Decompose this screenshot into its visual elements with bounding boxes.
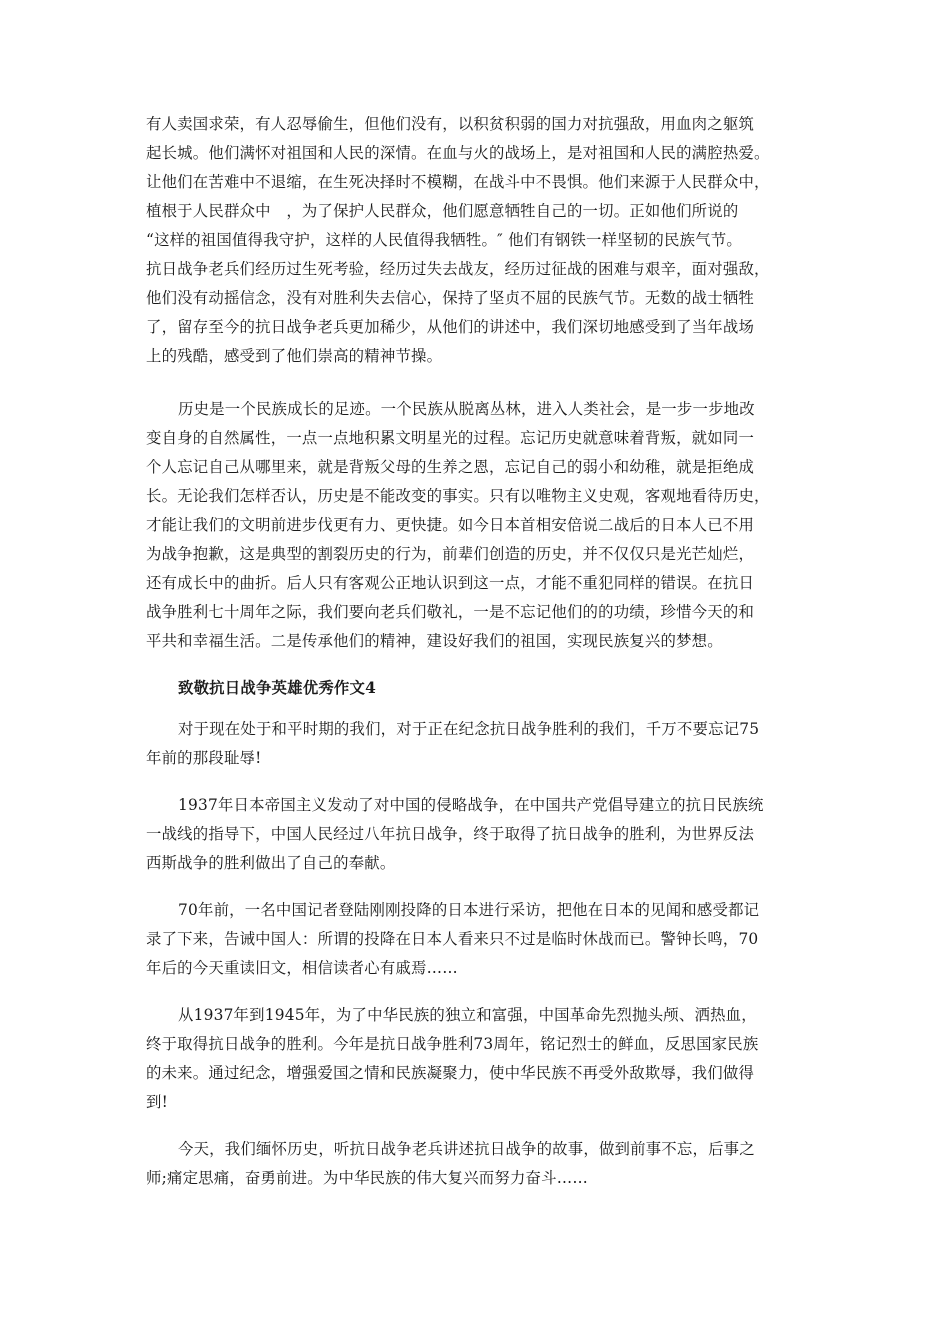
text-line: 抗日战争老兵们经历过生死考验，经历过失去战友，经历过征战的困难与艰辛，面对强敌，	[146, 260, 770, 278]
text-line: 战争胜利七十周年之际，我们要向老兵们敬礼，一是不忘记他们的的功绩，珍惜今天的和	[146, 603, 755, 621]
text-line: “这样的祖国值得我守护，这样的人民值得我牺牲。″ 他们有钢铁一样坚韧的民族气节。	[146, 231, 742, 249]
text-line: 个人忘记自己从哪里来，就是背叛父母的生养之恩，忘记自己的弱小和幼稚，就是拒绝成	[146, 458, 755, 476]
text-line: 录了下来，告诫中国人：所谓的投降在日本人看来只不过是临时休战而已。警钟长鸣，70	[146, 930, 759, 948]
paragraph-3	[146, 715, 810, 773]
text-line: 植根于人民群众中 ，为了保护人民群众，他们愿意牺牲自己的一切。正如他们所说的	[146, 202, 739, 220]
text-line: 1937年日本帝国主义发动了对中国的侵略战争，在中国共产党倡导建立的抗日民族统	[178, 796, 764, 814]
text-line: 历史是一个民族成长的足迹。一个民族从脱离丛林，进入人类社会，是一步一步地改	[178, 400, 755, 418]
text-line: 为战争抱歉，这是典型的割裂历史的行为，前辈们创造的历史，并不仅仅只是光芒灿烂，	[146, 545, 755, 563]
text-line: 了，留存至今的抗日战争老兵更加稀少，从他们的讲述中，我们深切地感受到了当年战场	[146, 318, 755, 336]
paragraph-7	[146, 1135, 810, 1193]
text-line: 他们没有动摇信念，没有对胜利失去信心，保持了坚贞不屈的民族气节。无数的战士牺牲	[146, 289, 755, 307]
text-line: 平共和幸福生活。二是传承他们的精神，建设好我们的祖国，实现民族复兴的梦想。	[146, 632, 723, 650]
section-heading: 致敬抗日战争英雄优秀作文4	[178, 679, 376, 697]
text-line: 起长城。他们满怀对祖国和人民的深情。在血与火的战场上，是对祖国和人民的满腔热爱。	[146, 144, 770, 162]
paragraph-2	[146, 395, 810, 656]
text-line: 让他们在苦难中不退缩，在生死决择时不模糊，在战斗中不畏惧。他们来源于人民群众中，	[146, 173, 770, 191]
text-line: 变自身的自然属性，一点一点地积累文明星光的过程。忘记历史就意味着背叛，就如同一	[146, 429, 755, 447]
text-line: 70年前，一名中国记者登陆刚刚投降的日本进行采访，把他在日本的见闻和感受都记	[178, 901, 760, 919]
text-line: 终于取得抗日战争的胜利。今年是抗日战争胜利73周年，铭记烈士的鲜血，反思国家民族	[146, 1035, 759, 1053]
text-line: 的未来。通过纪念，增强爱国之情和民族凝聚力，使中华民族不再受外敌欺辱，我们做得	[146, 1064, 755, 1082]
text-line: 年前的那段耻辱!	[146, 749, 262, 767]
paragraph-4	[146, 791, 810, 878]
text-line: 对于现在处于和平时期的我们，对于正在纪念抗日战争胜利的我们，千万不要忘记75	[178, 720, 760, 738]
text-line: 才能让我们的文明前进步伐更有力、更快捷。如今日本首相安倍说二战后的日本人已不用	[146, 516, 755, 534]
text-line: 有人卖国求荣，有人忍辱偷生，但他们没有，以积贫积弱的国力对抗强敌，用血肉之躯筑	[146, 115, 755, 133]
text-line: 一战线的指导下，中国人民经过八年抗日战争，终于取得了抗日战争的胜利，为世界反法	[146, 825, 755, 843]
text-line: 今天，我们缅怀历史，听抗日战争老兵讲述抗日战争的故事，做到前事不忘，后事之	[178, 1140, 755, 1158]
text-line: 还有成长中的曲折。后人只有客观公正地认识到这一点，才能不重犯同样的错误。在抗日	[146, 574, 755, 592]
text-line: 上的残酷，感受到了他们崇高的精神节操。	[146, 347, 443, 365]
text-line: 师;痛定思痛，奋勇前进。为中华民族的伟大复兴而努力奋斗……	[146, 1169, 588, 1187]
text-line: 年后的今天重读旧文，相信读者心有戚焉……	[146, 959, 458, 977]
text-line: 西斯战争的胜利做出了自己的奉献。	[146, 854, 396, 872]
text-line: 到!	[146, 1093, 168, 1111]
paragraph-1	[146, 110, 810, 371]
text-line: 长。无论我们怎样否认，历史是不能改变的事实。只有以唯物主义史观，客观地看待历史，	[146, 487, 770, 505]
paragraph-5	[146, 896, 810, 983]
text-line: 从1937年到1945年，为了中华民族的独立和富强，中国革命先烈抛头颅、洒热血，	[178, 1006, 757, 1024]
paragraph-6	[146, 1001, 810, 1117]
